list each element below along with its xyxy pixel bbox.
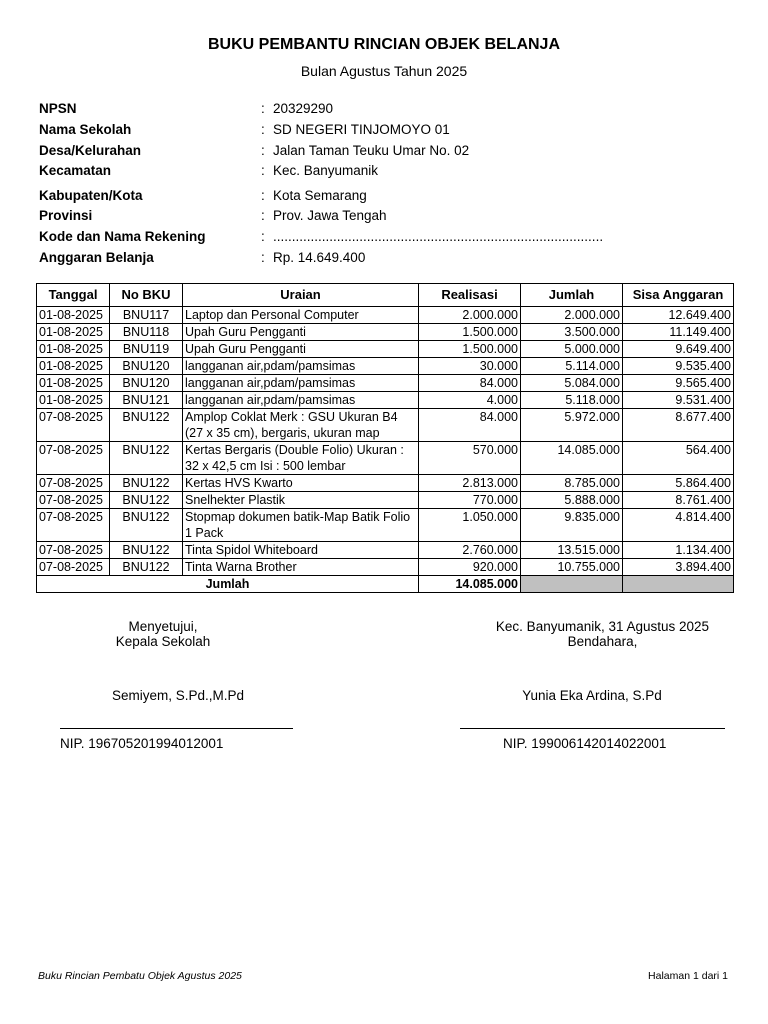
cell-no-bku: BNU122 (110, 409, 183, 442)
cell-uraian: Tinta Warna Brother (183, 559, 419, 576)
left-approval-label: Menyetujui, (128, 619, 198, 634)
cell-no-bku: BNU122 (110, 559, 183, 576)
cell-sisa-anggaran: 564.400 (623, 442, 734, 475)
footer-page-number: Halaman 1 dari 1 (648, 970, 728, 982)
cell-no-bku: BNU120 (110, 375, 183, 392)
cell-tanggal: 07-08-2025 (37, 492, 110, 509)
cell-tanggal: 07-08-2025 (37, 559, 110, 576)
right-signer-name: Yunia Eka Ardina, S.Pd (522, 688, 662, 703)
cell-realisasi: 1.500.000 (419, 324, 521, 341)
cell-sisa-anggaran: 1.134.400 (623, 542, 734, 559)
info-label: Desa/Kelurahan (39, 143, 142, 158)
cell-no-bku: BNU121 (110, 392, 183, 409)
cell-uraian: Upah Guru Pengganti (183, 324, 419, 341)
table-row (37, 509, 734, 542)
right-role-label: Bendahara, (567, 634, 638, 649)
cell-tanggal: 01-08-2025 (37, 307, 110, 324)
total-jumlah-shaded-cell (521, 576, 623, 593)
info-value: Kec. Banyumanik (273, 163, 379, 178)
cell-tanggal: 01-08-2025 (37, 341, 110, 358)
left-role-label: Kepala Sekolah (115, 634, 211, 649)
cell-realisasi: 1.050.000 (419, 509, 521, 542)
document-title: BUKU PEMBANTU RINCIAN OBJEK BELANJA (207, 36, 560, 53)
cell-jumlah: 3.500.000 (521, 324, 623, 341)
info-value: Kota Semarang (273, 188, 367, 203)
cell-uraian: Tinta Spidol Whiteboard (183, 542, 419, 559)
info-label: Kabupaten/Kota (39, 188, 143, 203)
cell-uraian: Snelhekter Plastik (183, 492, 419, 509)
info-label: Kode dan Nama Rekening (39, 229, 206, 244)
cell-realisasi: 84.000 (419, 409, 521, 442)
info-label: Anggaran Belanja (39, 250, 154, 265)
left-signature-line (60, 728, 293, 729)
cell-realisasi: 2.000.000 (419, 307, 521, 324)
cell-tanggal: 07-08-2025 (37, 442, 110, 475)
info-value: Prov. Jawa Tengah (273, 208, 387, 223)
cell-sisa-anggaran: 8.761.400 (623, 492, 734, 509)
cell-jumlah: 2.000.000 (521, 307, 623, 324)
table-row (37, 358, 734, 375)
cell-uraian: Upah Guru Pengganti (183, 341, 419, 358)
total-realisasi: 14.085.000 (419, 576, 521, 593)
table-row (37, 559, 734, 576)
col-header-jumlah: Jumlah (521, 284, 623, 307)
cell-tanggal: 01-08-2025 (37, 324, 110, 341)
left-signer-nip: NIP. 196705201994012001 (60, 736, 224, 751)
cell-tanggal: 01-08-2025 (37, 392, 110, 409)
cell-sisa-anggaran: 8.677.400 (623, 409, 734, 442)
cell-sisa-anggaran: 4.814.400 (623, 509, 734, 542)
info-label: Provinsi (39, 208, 93, 223)
table-header-row (37, 284, 734, 307)
cell-jumlah: 5.000.000 (521, 341, 623, 358)
table-row (37, 492, 734, 509)
cell-no-bku: BNU122 (110, 475, 183, 492)
cell-jumlah: 14.085.000 (521, 442, 623, 475)
cell-realisasi: 4.000 (419, 392, 521, 409)
cell-no-bku: BNU120 (110, 358, 183, 375)
cell-no-bku: BNU122 (110, 509, 183, 542)
cell-sisa-anggaran: 9.531.400 (623, 392, 734, 409)
info-separator: : (261, 208, 265, 223)
cell-uraian: Amplop Coklat Merk : GSU Ukuran B4 (27 x 35 cm), bergaris, ukuran map (183, 409, 419, 442)
cell-jumlah: 5.118.000 (521, 392, 623, 409)
table-row (37, 442, 734, 475)
cell-no-bku: BNU118 (110, 324, 183, 341)
info-label: Kecamatan (39, 163, 112, 178)
cell-realisasi: 770.000 (419, 492, 521, 509)
cell-uraian: Laptop dan Personal Computer (183, 307, 419, 324)
cell-jumlah: 5.888.000 (521, 492, 623, 509)
cell-uraian: Kertas Bergaris (Double Folio) Ukuran : 32 x 42,5 cm Isi : 500 lembar (183, 442, 419, 475)
table-row (37, 307, 734, 324)
info-separator: : (261, 163, 265, 178)
total-sisa-shaded-cell (623, 576, 734, 593)
cell-jumlah: 5.084.000 (521, 375, 623, 392)
cell-uraian: langganan air,pdam/pamsimas (183, 375, 419, 392)
cell-sisa-anggaran: 3.894.400 (623, 559, 734, 576)
cell-tanggal: 01-08-2025 (37, 358, 110, 375)
cell-jumlah: 13.515.000 (521, 542, 623, 559)
footer-document-name: Buku Rincian Pembatu Objek Agustus 2025 (38, 970, 242, 982)
table-row (37, 392, 734, 409)
cell-tanggal: 07-08-2025 (37, 542, 110, 559)
cell-realisasi: 84.000 (419, 375, 521, 392)
cell-tanggal: 07-08-2025 (37, 509, 110, 542)
cell-realisasi: 920.000 (419, 559, 521, 576)
info-separator: : (261, 122, 265, 137)
cell-jumlah: 10.755.000 (521, 559, 623, 576)
cell-sisa-anggaran: 9.535.400 (623, 358, 734, 375)
info-value: ........................................................................................ (273, 229, 604, 244)
table-row (37, 341, 734, 358)
info-label: NPSN (39, 101, 77, 116)
table-row (37, 409, 734, 442)
right-signer-nip: NIP. 199006142014022001 (503, 736, 667, 751)
cell-tanggal: 01-08-2025 (37, 375, 110, 392)
cell-realisasi: 570.000 (419, 442, 521, 475)
info-value: Jalan Taman Teuku Umar No. 02 (273, 143, 470, 158)
table-row (37, 375, 734, 392)
info-separator: : (261, 188, 265, 203)
cell-jumlah: 5.114.000 (521, 358, 623, 375)
table-row (37, 324, 734, 341)
cell-jumlah: 8.785.000 (521, 475, 623, 492)
cell-sisa-anggaran: 11.149.400 (623, 324, 734, 341)
info-value: Rp. 14.649.400 (273, 250, 366, 265)
cell-realisasi: 2.760.000 (419, 542, 521, 559)
rincian-table (36, 283, 734, 593)
cell-tanggal: 07-08-2025 (37, 409, 110, 442)
cell-realisasi: 1.500.000 (419, 341, 521, 358)
left-signer-name: Semiyem, S.Pd.,M.Pd (111, 688, 245, 703)
col-header-no-bku: No BKU (110, 284, 183, 307)
cell-jumlah: 9.835.000 (521, 509, 623, 542)
cell-sisa-anggaran: 12.649.400 (623, 307, 734, 324)
cell-jumlah: 5.972.000 (521, 409, 623, 442)
cell-no-bku: BNU119 (110, 341, 183, 358)
info-label: Nama Sekolah (39, 122, 132, 137)
total-label: Jumlah (37, 576, 419, 593)
cell-uraian: langganan air,pdam/pamsimas (183, 392, 419, 409)
cell-uraian: langganan air,pdam/pamsimas (183, 358, 419, 375)
right-signature-line (460, 728, 725, 729)
cell-no-bku: BNU122 (110, 442, 183, 475)
document-subtitle: Bulan Agustus Tahun 2025 (300, 63, 468, 79)
info-separator: : (261, 229, 265, 244)
cell-no-bku: BNU122 (110, 542, 183, 559)
col-header-realisasi: Realisasi (419, 284, 521, 307)
cell-tanggal: 07-08-2025 (37, 475, 110, 492)
col-header-uraian: Uraian (183, 284, 419, 307)
cell-no-bku: BNU117 (110, 307, 183, 324)
col-header-sisa-anggaran: Sisa Anggaran (623, 284, 734, 307)
col-header-tanggal: Tanggal (37, 284, 110, 307)
cell-sisa-anggaran: 9.565.400 (623, 375, 734, 392)
cell-realisasi: 2.813.000 (419, 475, 521, 492)
cell-sisa-anggaran: 9.649.400 (623, 341, 734, 358)
cell-uraian: Kertas HVS Kwarto (183, 475, 419, 492)
info-value: 20329290 (273, 101, 334, 116)
right-place-date: Kec. Banyumanik, 31 Agustus 2025 (495, 619, 710, 634)
cell-sisa-anggaran: 5.864.400 (623, 475, 734, 492)
info-separator: : (261, 101, 265, 116)
cell-no-bku: BNU122 (110, 492, 183, 509)
info-separator: : (261, 143, 265, 158)
table-row (37, 475, 734, 492)
table-total-row (37, 576, 734, 593)
info-separator: : (261, 250, 265, 265)
table-row (37, 542, 734, 559)
cell-uraian: Stopmap dokumen batik-Map Batik Folio 1 Pack (183, 509, 419, 542)
cell-realisasi: 30.000 (419, 358, 521, 375)
info-value: SD NEGERI TINJOMOYO 01 (273, 122, 450, 137)
